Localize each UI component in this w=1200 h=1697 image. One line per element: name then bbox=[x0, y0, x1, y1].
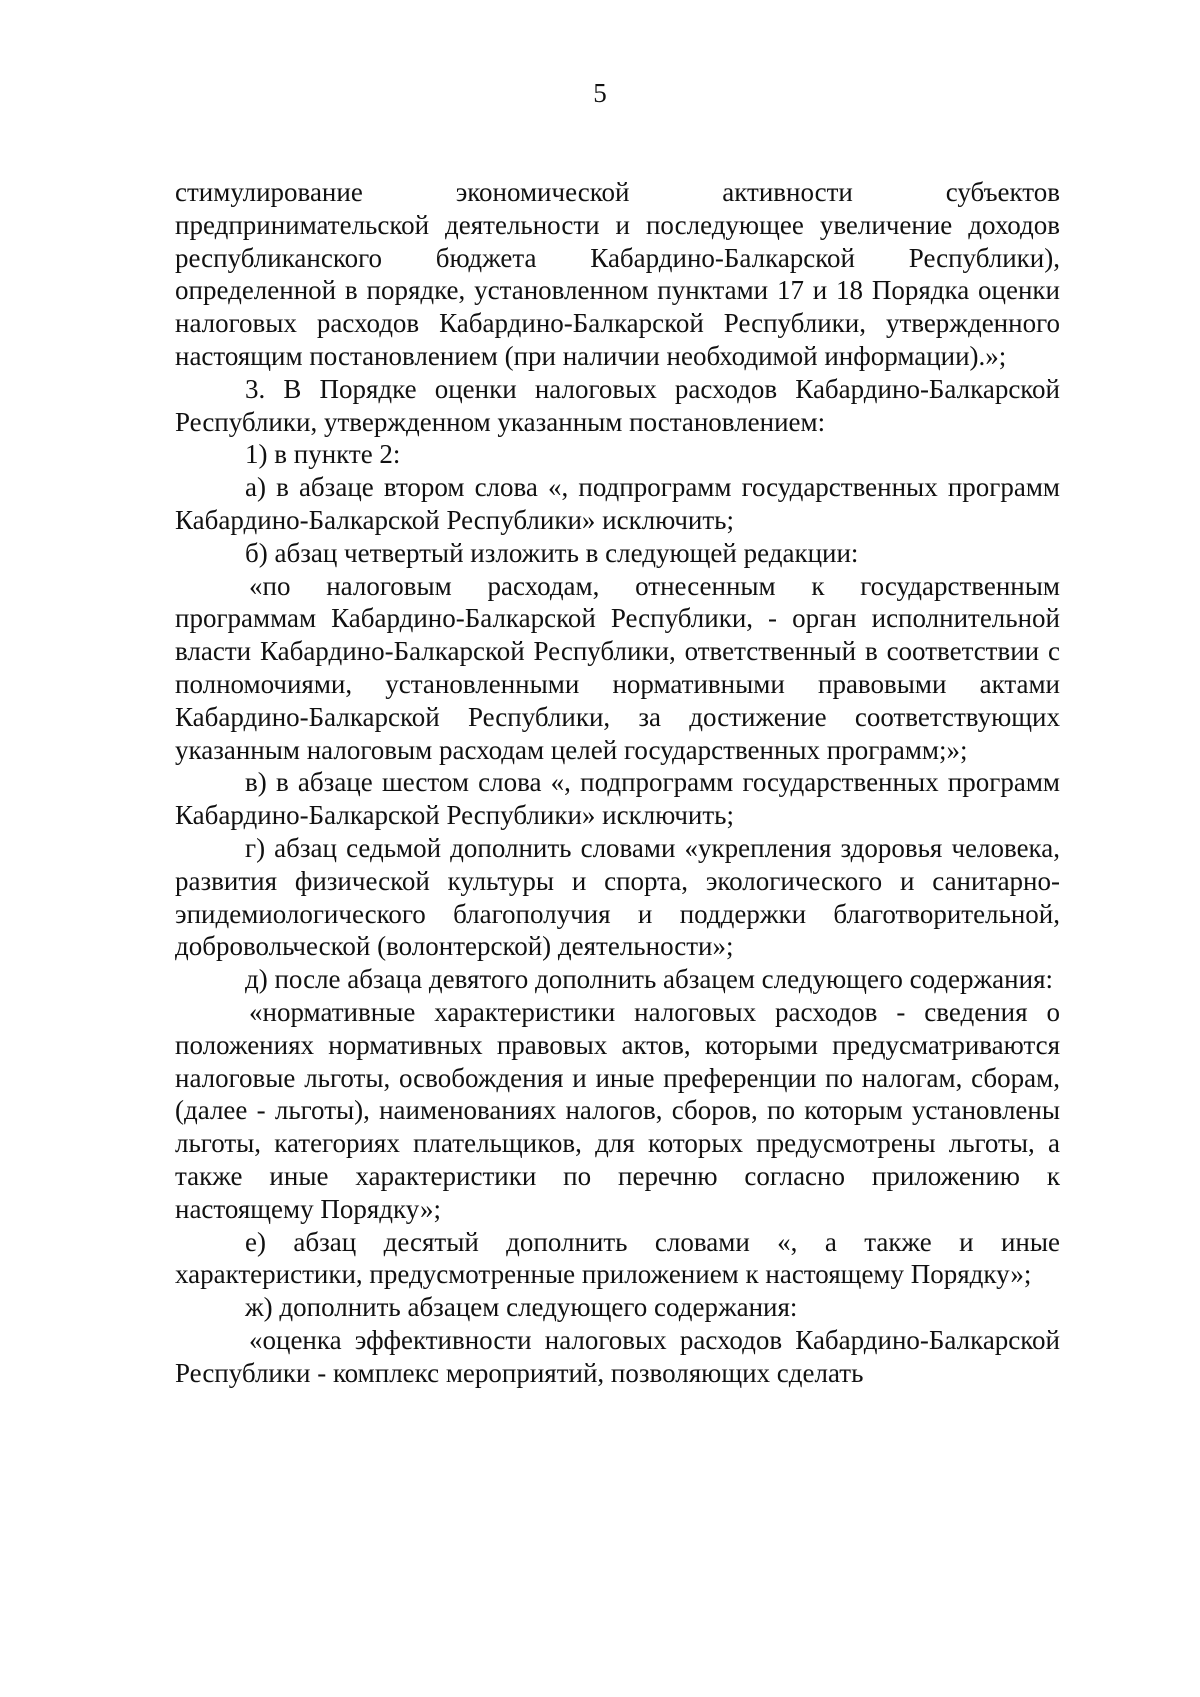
paragraph-quote-tax-expenses: «по налоговым расходам, отнесенным к государственным программам Кабардино-Балкарской Республики, - орган исполнительной власти Кабардино-Балкарской Республики, ответственный в соответствии с полномочиями, установленными нормативными правовыми актами Кабардино-Балкарской Республики, за достижение соответствующих указанным налоговым расходам целей государственных программ;»; bbox=[175, 570, 1060, 765]
paragraph-continuation: стимулирование экономической активности субъектов предпринимательской деятельности и последующее увеличение доходов республиканского бюджета Кабардино-Балкарской Республики), определенной в порядке, установленном пунктами 17 и 18 Порядка оценки налоговых расходов Кабардино-Балкарской Республики, утвержденного настоящим постановлением (при наличии необходимой информации).»; bbox=[175, 177, 1060, 371]
paragraph-subitem-e: е) абзац десятый дополнить словами «, а также и иные характеристики, предусмотренные приложением к настоящему Порядку»; bbox=[175, 1226, 1060, 1290]
paragraph-quote-normative-characteristics: «нормативные характеристики налоговых расходов - сведения о положениях нормативных правовых актов, которыми предусматриваются налоговые льготы, освобождения и иные преференции по налогам, сборам, (далее - льготы), наименованиях налогов, сборов, по которым установлены льготы, категориях плательщиков, для которых предусмотрены льготы, а также иные характеристики по перечню согласно приложению к настоящему Порядку»; bbox=[175, 996, 1060, 1224]
paragraph-subitem-b: б) абзац четвертый изложить в следующей редакции: bbox=[245, 537, 859, 568]
document-body bbox=[175, 176, 1060, 1389]
paragraph-item-3: 3. В Порядке оценки налоговых расходов Кабардино-Балкарской Республики, утвержденном указанным постановлением: bbox=[175, 373, 1060, 437]
paragraph-subitem-v: в) в абзаце шестом слова «, подпрограмм государственных программ Кабардино-Балкарской Республики» исключить; bbox=[175, 767, 1060, 831]
page-number: 5 bbox=[593, 78, 607, 108]
paragraph-subitem-zh: ж) дополнить абзацем следующего содержания: bbox=[245, 1292, 798, 1323]
paragraph-subitem-g: г) абзац седьмой дополнить словами «укрепления здоровья человека, развития физической культуры и спорта, экологического и санитарно-эпидемиологического благополучия и поддержки благотворительной, добровольческой (волонтерской) деятельности»; bbox=[175, 832, 1060, 962]
paragraph-subitem-1: 1) в пункте 2: bbox=[245, 439, 401, 470]
paragraph-subitem-a: а) в абзаце втором слова «, подпрограмм государственных программ Кабардино-Балкарской Республики» исключить; bbox=[175, 472, 1060, 535]
paragraph-subitem-d: д) после абзаца девятого дополнить абзацем следующего содержания: bbox=[245, 964, 1053, 995]
paragraph-quote-efficiency-assessment: «оценка эффективности налоговых расходов Кабардино-Балкарской Республики - комплекс мероприятий, позволяющих сделать bbox=[175, 1324, 1060, 1388]
